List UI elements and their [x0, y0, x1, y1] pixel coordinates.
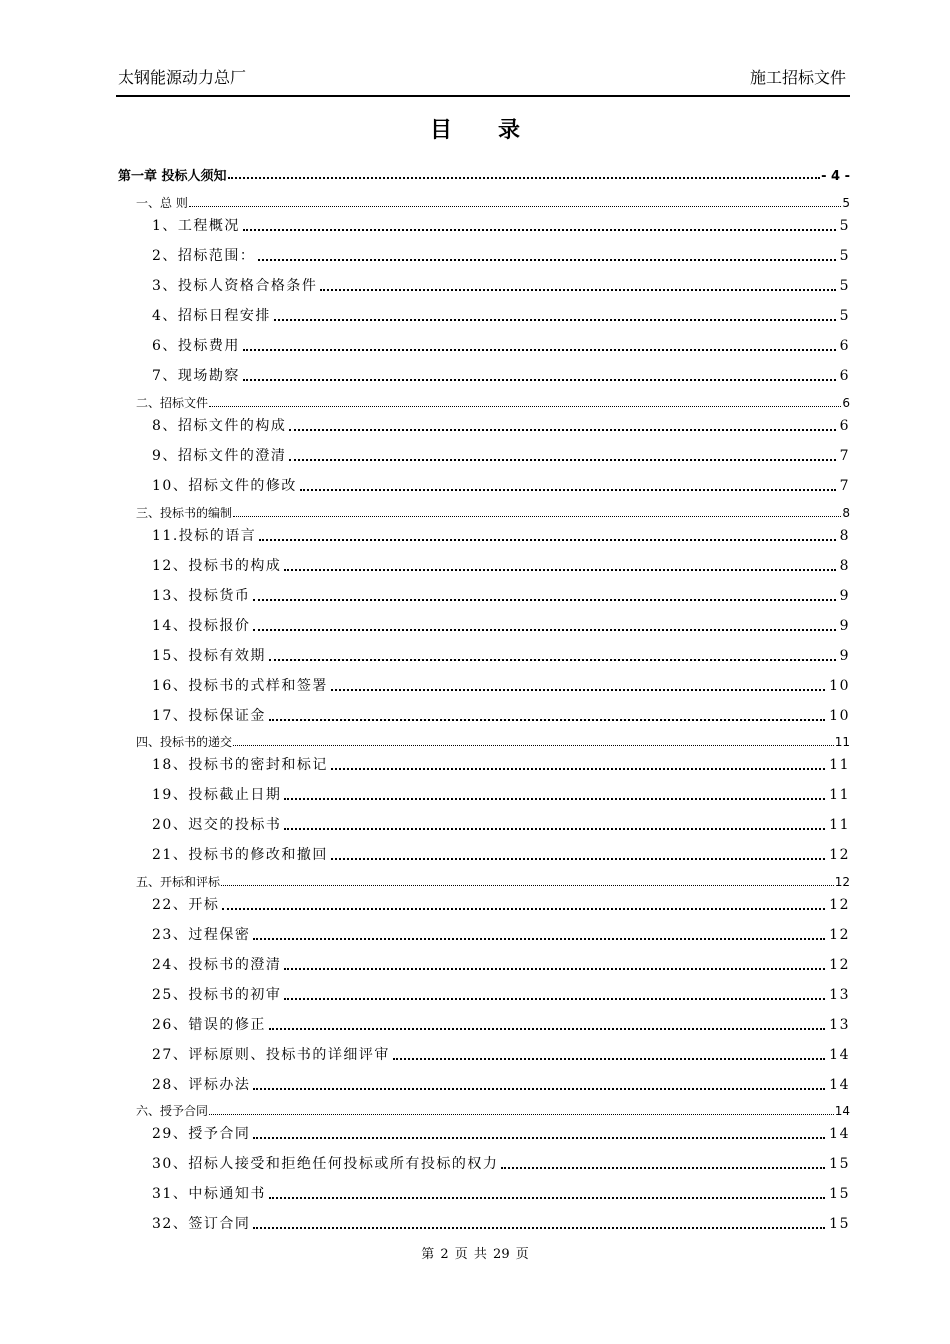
toc-section: [136, 873, 850, 890]
toc-entry-page-number: 12: [834, 875, 850, 889]
toc-item: [152, 245, 850, 265]
toc-entry-title: 23、过程保密: [152, 927, 251, 943]
dot-leader: [331, 858, 825, 860]
toc-entry-title: 四、投标书的递交: [136, 735, 233, 749]
dot-leader: [209, 406, 841, 407]
toc-entry-title: 31、中标通知书: [152, 1186, 266, 1202]
toc-entry-title: 20、迟交的投标书: [152, 817, 282, 833]
dot-leader: [209, 1114, 834, 1115]
dot-leader: [253, 1088, 825, 1090]
toc-entry-title: 16、投标书的式样和签署: [152, 678, 328, 694]
toc-section: [136, 1102, 850, 1119]
toc-entry-title: 14、投标报价: [152, 618, 251, 634]
toc-item: [152, 1014, 850, 1034]
toc-item: [152, 1183, 850, 1203]
dot-leader: [253, 938, 825, 940]
dot-leader: [253, 1137, 825, 1139]
toc-item: [152, 615, 850, 635]
dot-leader: [320, 289, 835, 291]
toc-entry-title: 30、招标人接受和拒绝任何投标或所有投标的权力: [152, 1156, 499, 1172]
dot-leader: [233, 516, 841, 517]
toc-entry-page-number: 11: [834, 735, 850, 749]
dot-leader: [243, 379, 836, 381]
toc-entry-page-number: 6: [839, 368, 850, 384]
toc-entry-title: 11.投标的语言: [152, 528, 257, 544]
toc-item: [152, 814, 850, 834]
dot-leader: [269, 1197, 825, 1199]
toc-entry-page-number: 10: [829, 678, 850, 694]
toc-item: [152, 675, 850, 695]
toc-entry-page-number: - 4 -: [821, 169, 850, 184]
toc-entry-title: 2、招标范围：: [152, 248, 256, 264]
header-document-title: 施工招标文件: [749, 68, 846, 87]
toc-entry-page-number: 5: [839, 248, 850, 264]
toc-entry-title: 1、工程概况: [152, 218, 240, 234]
toc-entry-page-number: 6: [842, 396, 850, 410]
toc-entry-title: 12、投标书的构成: [152, 558, 282, 574]
dot-leader: [253, 629, 835, 631]
toc-entry-title: 10、招标文件的修改: [152, 478, 297, 494]
dot-leader: [393, 1058, 825, 1060]
toc-item: [152, 335, 850, 355]
header-company-name: 太钢能源动力总厂: [118, 68, 247, 87]
toc-entry-title: 27、评标原则、投标书的详细评审: [152, 1047, 390, 1063]
toc-entry-page-number: 7: [839, 478, 850, 494]
toc-entry-page-number: 13: [829, 1017, 850, 1033]
toc-entry-title: 三、投标书的编制: [136, 506, 233, 520]
toc-entry-page-number: 5: [839, 308, 850, 324]
page-title: 目录: [429, 118, 566, 143]
toc-entry-title: 3、投标人资格合格条件: [152, 278, 318, 294]
toc-entry-title: 32、签订合同: [152, 1216, 251, 1232]
toc-chapter: [118, 165, 850, 184]
toc-entry-page-number: 8: [839, 558, 850, 574]
toc-item: [152, 445, 850, 465]
toc-item: [152, 1044, 850, 1064]
toc-section: [136, 394, 850, 411]
toc-entry-title: 6、投标费用: [152, 338, 240, 354]
dot-leader: [269, 1028, 825, 1030]
dot-leader: [253, 1227, 825, 1229]
dot-leader: [284, 828, 825, 830]
toc-entry-page-number: 12: [829, 927, 850, 943]
toc-entry-title: 9、招标文件的澄清: [152, 448, 287, 464]
toc-entry-page-number: 6: [839, 418, 850, 434]
page-footer: 第 2 页 共 29 页: [421, 1247, 529, 1262]
toc-item: [152, 275, 850, 295]
dot-leader: [269, 659, 836, 661]
toc-entry-title: 五、开标和评标: [136, 875, 221, 889]
dot-leader: [243, 229, 836, 231]
toc-entry-page-number: 7: [839, 448, 850, 464]
dot-leader: [284, 998, 825, 1000]
toc-item: [152, 844, 850, 864]
toc-entry-page-number: 12: [829, 847, 850, 863]
dot-leader: [221, 885, 834, 886]
dot-leader: [284, 968, 825, 970]
toc-entry-page-number: 11: [829, 787, 850, 803]
toc-entry-title: 13、投标货币: [152, 588, 251, 604]
dot-leader: [228, 177, 821, 179]
toc-item: [152, 784, 850, 804]
toc-entry-title: 25、投标书的初审: [152, 987, 282, 1003]
toc-entry-title: 24、投标书的澄清: [152, 957, 282, 973]
dot-leader: [300, 489, 836, 491]
dot-leader: [289, 429, 835, 431]
toc-entry-title: 8、招标文件的构成: [152, 418, 287, 434]
toc-entry-page-number: 12: [829, 897, 850, 913]
toc-entry-page-number: 15: [829, 1156, 850, 1172]
toc-entry-title: 第一章 投标人须知: [118, 169, 227, 184]
dot-leader: [222, 908, 825, 910]
toc-item: [152, 984, 850, 1004]
toc-section: [136, 733, 850, 750]
toc-entry-page-number: 15: [829, 1216, 850, 1232]
toc-entry-title: 19、投标截止日期: [152, 787, 282, 803]
dot-leader: [253, 599, 835, 601]
toc-item: [152, 894, 850, 914]
toc-item: [152, 525, 850, 545]
toc-entry-title: 29、授予合同: [152, 1126, 251, 1142]
dot-leader: [284, 798, 825, 800]
toc-entry-title: 28、评标办法: [152, 1077, 251, 1093]
toc-item: [152, 215, 850, 235]
toc-item: [152, 1213, 850, 1233]
toc-entry-title: 7、现场勘察: [152, 368, 240, 384]
toc-entry-page-number: 12: [829, 957, 850, 973]
toc-item: [152, 754, 850, 774]
toc-entry-page-number: 9: [839, 648, 850, 664]
toc-item: [152, 705, 850, 725]
dot-leader: [501, 1167, 825, 1169]
dot-leader: [243, 349, 836, 351]
toc-entry-title: 二、招标文件: [136, 396, 209, 410]
toc-entry-page-number: 15: [829, 1186, 850, 1202]
dot-leader: [274, 319, 836, 321]
toc-entry-title: 17、投标保证金: [152, 708, 266, 724]
toc-entry-title: 15、投标有效期: [152, 648, 266, 664]
dot-leader: [289, 459, 835, 461]
toc-entry-page-number: 5: [839, 218, 850, 234]
toc-entry-title: 4、招标日程安排: [152, 308, 271, 324]
toc-entry-title: 六、授予合同: [136, 1104, 209, 1118]
toc-item: [152, 415, 850, 435]
toc-section: [136, 194, 850, 211]
toc-entry-title: 22、开标: [152, 897, 220, 913]
toc-entry-page-number: 14: [829, 1126, 850, 1142]
toc-entry-page-number: 13: [829, 987, 850, 1003]
toc-item: [152, 1123, 850, 1143]
toc-entry-page-number: 11: [829, 817, 850, 833]
toc-entry-page-number: 11: [829, 757, 850, 773]
toc-item: [152, 555, 850, 575]
toc-entry-page-number: 6: [839, 338, 850, 354]
dot-leader: [284, 569, 835, 571]
toc-entry-page-number: 9: [839, 618, 850, 634]
toc-item: [152, 954, 850, 974]
dot-leader: [331, 689, 825, 691]
toc-entry-page-number: 14: [829, 1077, 850, 1093]
toc-entry-page-number: 14: [829, 1047, 850, 1063]
toc-entry-page-number: 8: [842, 506, 850, 520]
toc-item: [152, 365, 850, 385]
toc-entry-page-number: 5: [839, 278, 850, 294]
toc-section: [136, 504, 850, 521]
toc-entry-title: 18、投标书的密封和标记: [152, 757, 328, 773]
toc-entry-page-number: 14: [834, 1104, 850, 1118]
toc-entry-title: 一、总 则: [136, 196, 188, 210]
toc-entry-page-number: 10: [829, 708, 850, 724]
toc-item: [152, 1153, 850, 1173]
toc-item: [152, 305, 850, 325]
toc-entry-title: 26、错误的修正: [152, 1017, 266, 1033]
toc-item: [152, 924, 850, 944]
toc-item: [152, 1074, 850, 1094]
toc-entry-title: 21、投标书的修改和撤回: [152, 847, 328, 863]
toc-entry-page-number: 8: [839, 528, 850, 544]
toc-item: [152, 475, 850, 495]
dot-leader: [189, 206, 842, 207]
toc-entry-page-number: 5: [842, 196, 850, 210]
dot-leader: [259, 539, 835, 541]
toc-item: [152, 645, 850, 665]
dot-leader: [331, 768, 825, 770]
dot-leader: [269, 719, 825, 721]
dot-leader: [233, 745, 834, 746]
toc-item: [152, 585, 850, 605]
dot-leader: [258, 259, 835, 261]
toc-entry-page-number: 9: [839, 588, 850, 604]
